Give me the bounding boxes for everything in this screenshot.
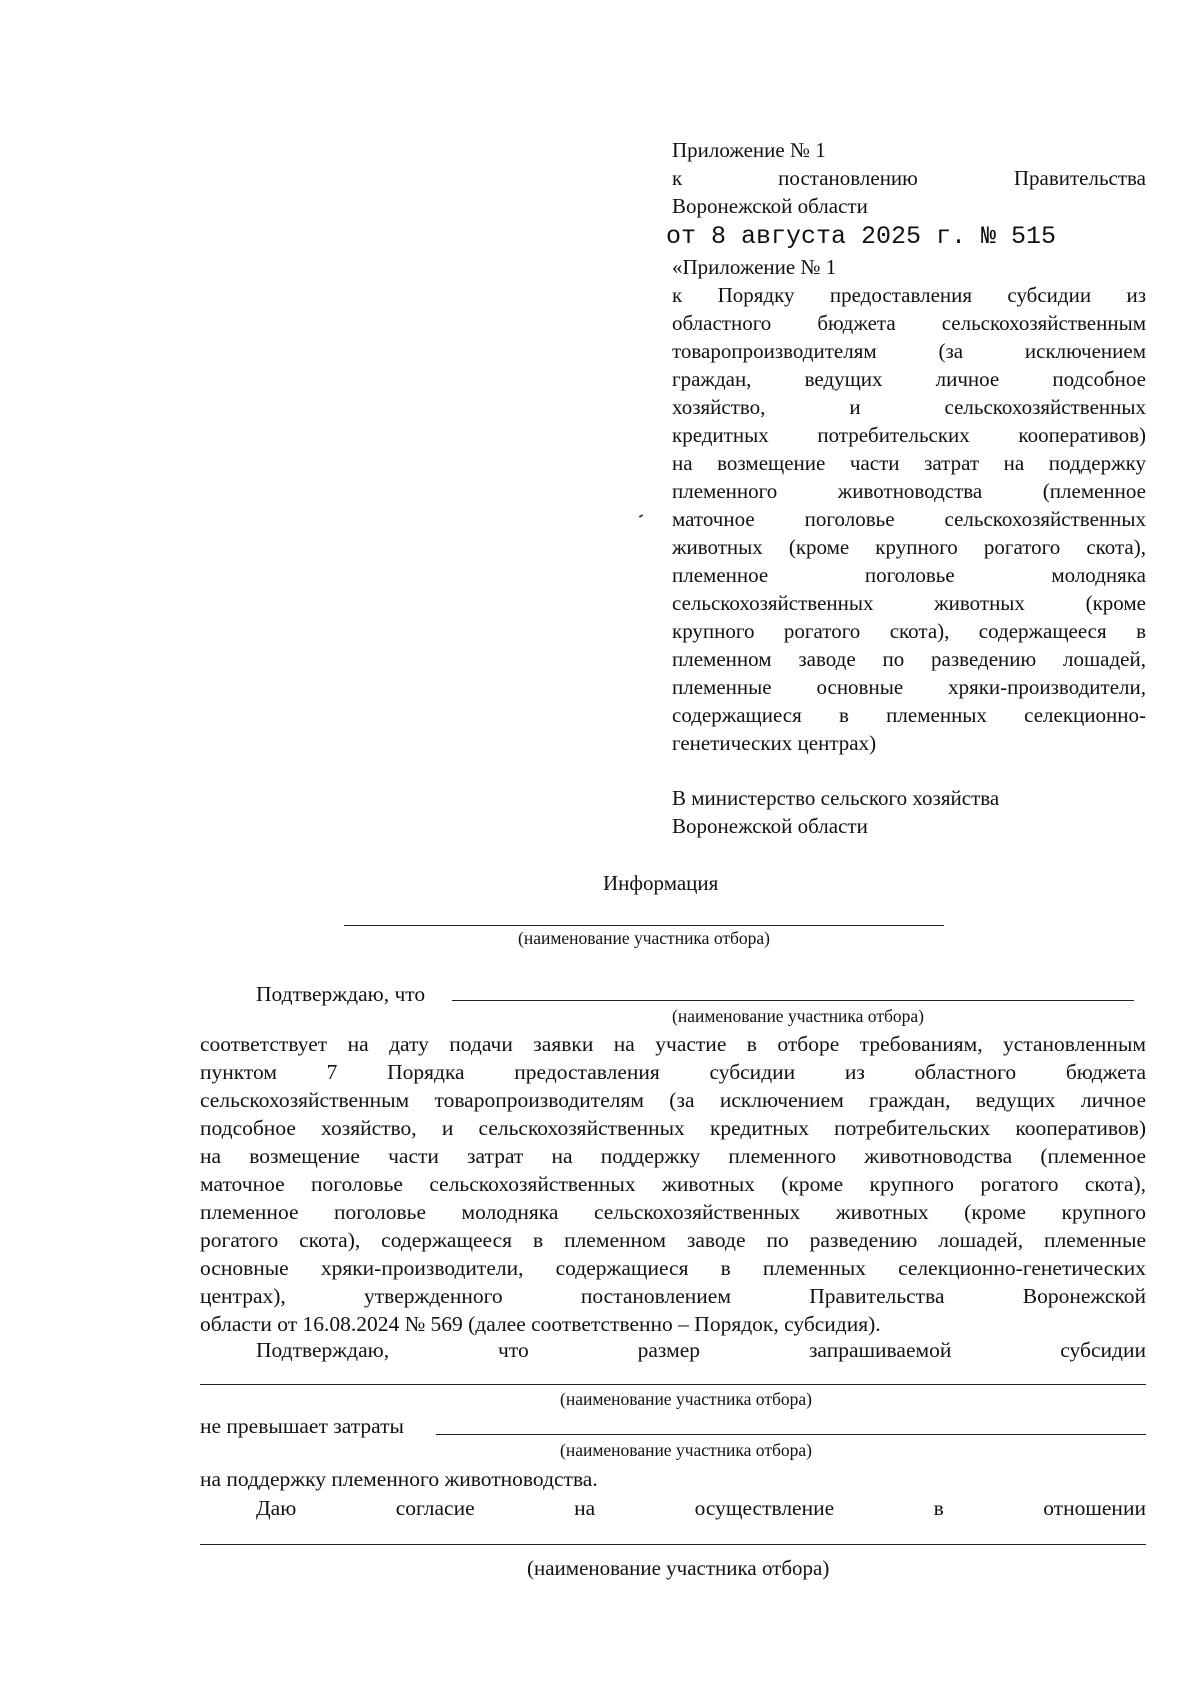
- word: Даю: [256, 1496, 297, 1520]
- field-caption: (наименование участника отбора): [672, 1006, 924, 1026]
- word: осуществление: [694, 1496, 835, 1520]
- addressee-line: В министерство сельского хозяйства: [672, 786, 1000, 810]
- paragraph-line: маточное поголовье сельскохозяйственных животных (кроме крупного рогатого скота),: [200, 1172, 1146, 1196]
- paragraph-line: подсобное хозяйство, и сельскохозяйственных кредитных потребительских кооперативов): [200, 1116, 1146, 1140]
- main-paragraph: [200, 1030, 1146, 1338]
- order-line: граждан, ведущих личное подсобное: [672, 367, 1146, 391]
- paragraph-line: области от 16.08.2024 № 569 (далее соответственно – Порядок, субсидия).: [200, 1312, 881, 1336]
- order-line: племенном заводе по разведению лошадей,: [672, 647, 1146, 671]
- order-line: генетических центрах): [672, 731, 877, 755]
- order-appendix-title: «Приложение № 1: [672, 255, 837, 279]
- field-caption: (наименование участника отбора): [560, 1389, 812, 1409]
- order-appendix-block: [672, 253, 1146, 757]
- order-line: хозяйство, и сельскохозяйственных: [672, 395, 1146, 419]
- word: на: [574, 1496, 596, 1520]
- paragraph-line: сельскохозяйственным товаропроизводителям (за исключением граждан, ведущих личное: [200, 1088, 1146, 1112]
- word: в: [933, 1496, 944, 1520]
- scan-mark: [639, 514, 643, 518]
- word: Подтверждаю,: [256, 1338, 390, 1362]
- paragraph-line: рогатого скота), содержащееся в племенном заводе по разведению лошадей, племенные: [200, 1228, 1146, 1252]
- addressee-line: Воронежской области: [672, 814, 868, 838]
- paragraph-line: на возмещение части затрат на поддержку племенного животноводства (племенное: [200, 1144, 1146, 1168]
- paragraph-line: основные хряки-производители, содержащиеся в племенных селекционно-генетических: [200, 1256, 1146, 1280]
- order-line: на возмещение части затрат на поддержку: [672, 451, 1146, 475]
- order-line: животных (кроме крупного рогатого скота),: [672, 535, 1146, 559]
- paragraph-line: соответствует на дату подачи заявки на участие в отборе требованиям, установленным: [200, 1032, 1146, 1056]
- word: запрашиваемой: [808, 1338, 952, 1362]
- word: размер: [637, 1338, 701, 1362]
- order-line: содержащиеся в племенных селекционно-: [672, 703, 1146, 727]
- appendix-title: Приложение № 1: [672, 138, 826, 162]
- participant-name-field[interactable]: [200, 1544, 1146, 1545]
- order-line: маточное поголовье сельскохозяйственных: [672, 507, 1146, 531]
- order-line: товаропроизводителям (за исключением: [672, 339, 1146, 363]
- order-line: племенные основные хряки-производители,: [672, 675, 1146, 699]
- order-line: областного бюджета сельскохозяйственным: [672, 311, 1146, 335]
- field-caption-large: (наименование участника отбора): [527, 1556, 830, 1580]
- paragraph-line: племенное поголовье молодняка сельскохозяйственных животных (кроме крупного: [200, 1200, 1146, 1224]
- document-title: Информация: [603, 871, 719, 895]
- word: согласие: [395, 1496, 475, 1520]
- decree-line-1: к постановлению Правительства: [672, 166, 1146, 190]
- participant-name-field[interactable]: [344, 925, 944, 926]
- paragraph-line: пунктом 7 Порядка предоставления субсидии из областного бюджета: [200, 1060, 1146, 1084]
- word: отношении: [1043, 1496, 1146, 1520]
- order-line: сельскохозяйственных животных (кроме: [672, 591, 1146, 615]
- consent-line: [256, 1494, 1146, 1522]
- word: субсидии: [1060, 1338, 1146, 1362]
- costs-intro: не превышает затраты: [200, 1414, 404, 1438]
- order-line: крупного рогатого скота), содержащееся в: [672, 619, 1146, 643]
- confirm-intro: Подтверждаю, что: [256, 982, 426, 1006]
- participant-name-field[interactable]: [200, 1384, 1146, 1385]
- order-line: кредитных потребительских кооперативов): [672, 423, 1146, 447]
- field-caption: (наименование участника отбора): [560, 1440, 812, 1460]
- confirm-size-line: [256, 1336, 1146, 1364]
- order-line: к Порядку предоставления субсидии из: [672, 283, 1146, 307]
- field-caption: (наименование участника отбора): [518, 928, 770, 948]
- word: что: [498, 1338, 529, 1362]
- participant-name-field[interactable]: [436, 1434, 1146, 1435]
- decree-line-2: Воронежской области: [672, 194, 868, 218]
- order-line: племенное поголовье молодняка: [672, 563, 1146, 587]
- decree-date: от 8 августа 2025 г. № 515: [666, 222, 1057, 251]
- paragraph-line: центрах), утвержденного постановлением Правительства Воронежской: [200, 1284, 1146, 1308]
- costs-target: на поддержку племенного животноводства.: [200, 1467, 598, 1491]
- participant-name-field[interactable]: [452, 1000, 1134, 1001]
- order-line: племенного животноводства (племенное: [672, 479, 1146, 503]
